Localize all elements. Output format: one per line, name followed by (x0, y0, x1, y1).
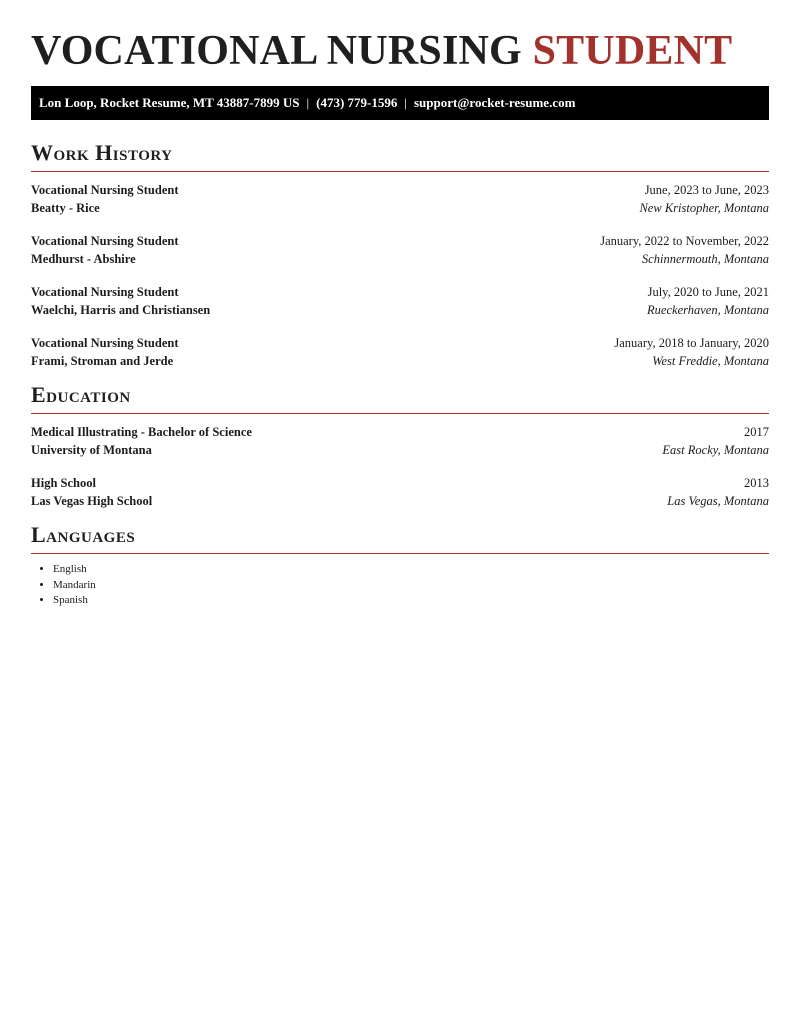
language-item: • Spanish (53, 593, 96, 609)
work-employer: Beatty - Rice (31, 201, 100, 215)
languages-list (31, 562, 96, 609)
education-location: East Rocky, Montana (662, 443, 769, 457)
work-dates: January, 2022 to November, 2022 (600, 234, 769, 248)
work-entry (31, 181, 769, 217)
contact-address: Lon Loop, Rocket Resume, MT 43887-7899 US (39, 95, 300, 110)
contact-bar (31, 86, 769, 120)
work-role: Vocational Nursing Student (31, 336, 179, 350)
work-employer: Frami, Stroman and Jerde (31, 354, 174, 368)
work-location: Rueckerhaven, Montana (647, 303, 769, 317)
education-school: University of Montana (31, 443, 152, 457)
education-year: 2017 (744, 425, 769, 439)
education-entry (31, 474, 769, 510)
title-main: VOCATIONAL NURSING (31, 28, 522, 74)
contact-email: support@rocket-resume.com (413, 95, 576, 110)
work-employer: Waelchi, Harris and Christiansen (31, 303, 211, 317)
language-item: • English (53, 562, 96, 578)
work-employer: Medhurst - Abshire (31, 252, 136, 266)
work-location: New Kristopher, Montana (639, 201, 769, 215)
contact-phone: (473) 779-1596 (316, 95, 398, 110)
education-heading: Education (31, 382, 769, 414)
contact-separator: | (404, 95, 407, 110)
language-item: • Mandarin (53, 578, 96, 594)
work-entry (31, 283, 769, 319)
work-entry (31, 232, 769, 268)
education-degree: High School (31, 476, 96, 490)
work-location: Schinnermouth, Montana (641, 252, 769, 266)
contact-separator: | (306, 95, 310, 110)
work-location: West Freddie, Montana (652, 354, 769, 368)
work-dates: January, 2018 to January, 2020 (614, 336, 769, 350)
title-accent: STUDENT (532, 28, 733, 74)
work-role: Vocational Nursing Student (31, 183, 179, 197)
education-entry (31, 423, 769, 459)
work-dates: June, 2023 to June, 2023 (644, 183, 769, 197)
work-entry (31, 334, 769, 370)
work-history-heading: Work History (31, 140, 769, 172)
resume-title (31, 27, 732, 75)
work-role: Vocational Nursing Student (31, 285, 179, 299)
education-year: 2013 (744, 476, 769, 490)
education-degree: Medical Illustrating - Bachelor of Science (31, 425, 252, 439)
education-location: Las Vegas, Montana (667, 494, 769, 508)
education-school: Las Vegas High School (31, 494, 153, 508)
languages-heading: Languages (31, 522, 769, 554)
work-role: Vocational Nursing Student (31, 234, 179, 248)
work-dates: July, 2020 to June, 2021 (647, 285, 769, 299)
